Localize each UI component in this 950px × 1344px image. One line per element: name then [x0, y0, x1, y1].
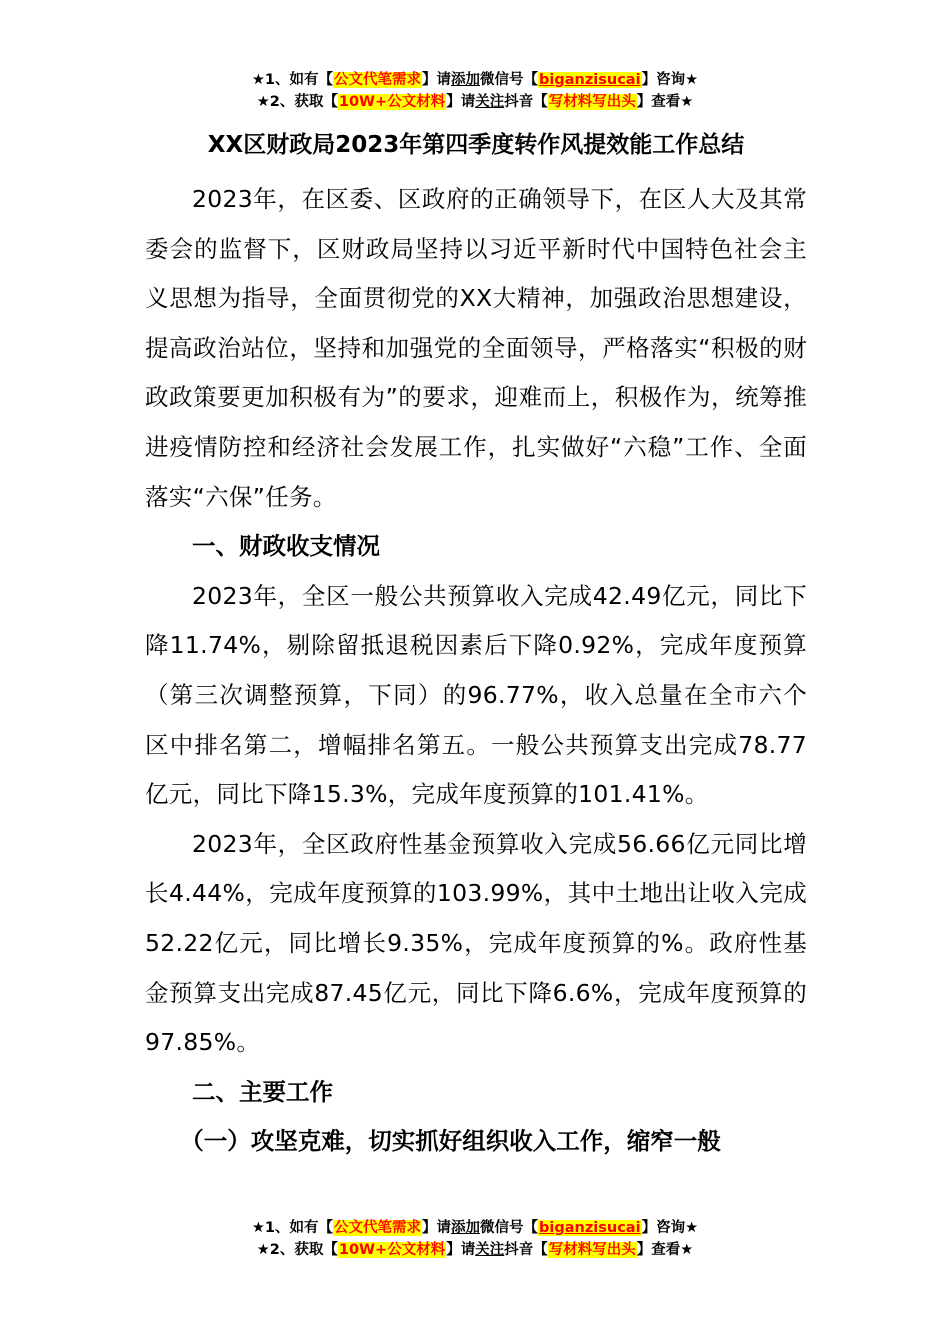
- highlight-materials: 10W+公文材料: [338, 1242, 446, 1258]
- document-body: [145, 127, 807, 1167]
- highlight-wechat-id: biganzisucai: [539, 1220, 641, 1236]
- promo-line-2: ★2、获取【10W+公文材料】请关注抖音【写材料写出头】查看★: [256, 94, 694, 110]
- section-2-subheading-1: （一）攻坚克难，切实抓好组织收入工作，缩窄一般: [180, 1127, 721, 1156]
- promo-header: [0, 69, 950, 113]
- highlight-materials: 10W+公文材料: [338, 94, 446, 110]
- section-2-heading: 二、主要工作: [192, 1077, 333, 1106]
- highlight-wechat-id: biganzisucai: [539, 72, 641, 88]
- section-1-paragraph-2: 2023年，全区政府性基金预算收入完成56.66亿元同比增长4.44%，完成年度预算的103.99%，其中土地出让收入完成52.22亿元，同比增长9.35%，完成年度预算的%。政府性基金预算支出完成87.45亿元，同比下降6.6%，完成年度预算的97.85%。: [145, 829, 807, 1057]
- promo-line-1: ★1、如有【公文代笔需求】请添加微信号【biganzisucai】咨询★: [251, 72, 699, 88]
- highlight-douyin: 写材料写出头: [548, 1242, 636, 1258]
- highlight-douyin: 写材料写出头: [548, 94, 636, 110]
- section-1-heading: 一、财政收支情况: [192, 532, 380, 561]
- highlight-service: 公文代笔需求: [334, 72, 422, 88]
- section-1-paragraph-1: 2023年，全区一般公共预算收入完成42.49亿元，同比下降11.74%，剔除留抵退税因素后下降0.92%，完成年度预算（第三次调整预算，下同）的96.77%，收入总量在全市六个区中排名第二，增幅排名第五。一般公共预算支出完成78.77亿元，同比下降15.3%，完成年度预算的101.41%。: [145, 581, 807, 809]
- highlight-service: 公文代笔需求: [334, 1220, 422, 1236]
- document-title: XX区财政局2023年第四季度转作风提效能工作总结: [207, 132, 745, 158]
- promo-footer: [0, 1217, 950, 1261]
- promo-line-1: ★1、如有【公文代笔需求】请添加微信号【biganzisucai】咨询★: [251, 1220, 699, 1236]
- promo-line-2: ★2、获取【10W+公文材料】请关注抖音【写材料写出头】查看★: [256, 1242, 694, 1258]
- intro-paragraph: 2023年，在区委、区政府的正确领导下，在区人大及其常委会的监督下，区财政局坚持以习近平新时代中国特色社会主义思想为指导，全面贯彻党的XX大精神，加强政治思想建设，提高政治站位，坚持和加强党的全面领导，严格落实“积极的财政政策要更加积极有为”的要求，迎难而上，积极作为，统筹推进疫情防控和经济社会发展工作，扎实做好“六稳”工作、全面落实“六保”任务。: [145, 185, 807, 511]
